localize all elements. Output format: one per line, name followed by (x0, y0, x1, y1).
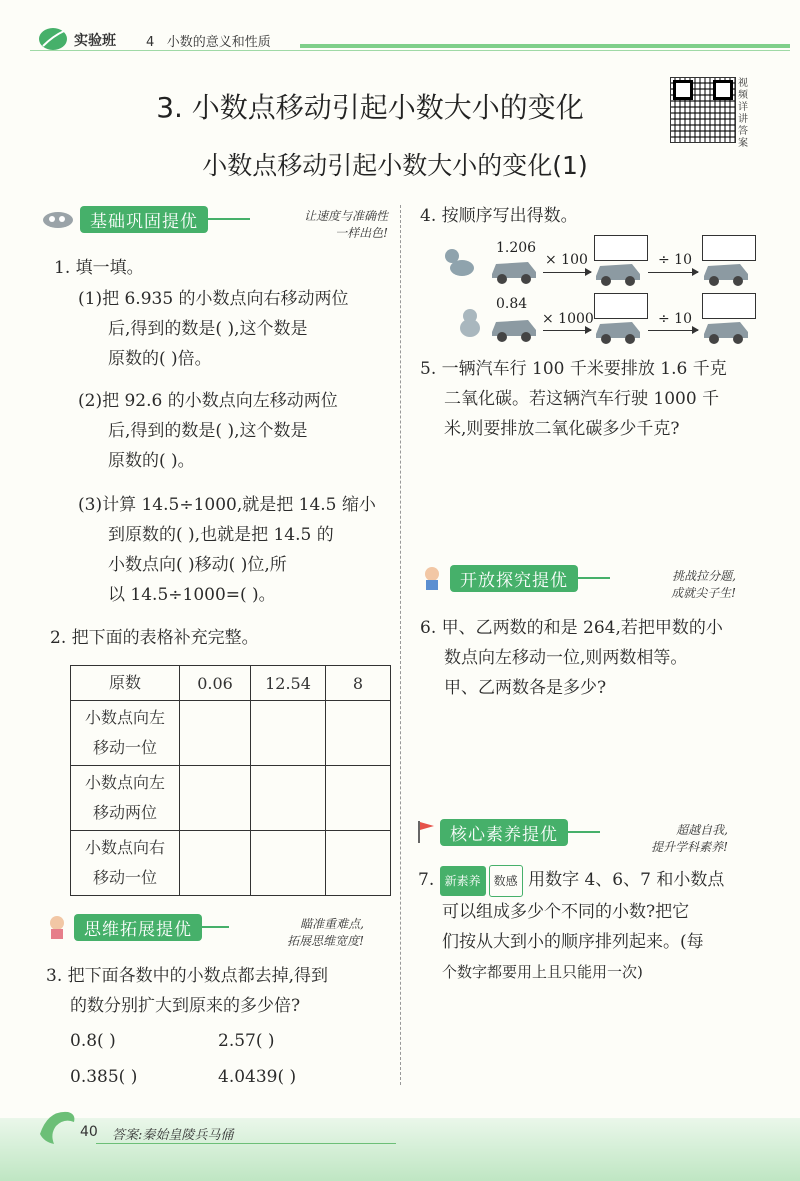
operation-label: ÷ 10 (658, 252, 692, 268)
q3-text: 3. 把下面各数中的小数点都去掉,得到 的数分别扩大到原来的多少倍? (46, 966, 329, 1016)
q3-item: 4.0439( ) (218, 1067, 297, 1087)
q3-item: 0.385( ) (70, 1067, 138, 1087)
boy-mascot-icon (418, 565, 446, 591)
answer-cell[interactable] (180, 831, 251, 896)
car-icon (700, 256, 752, 286)
q5-text: 5. 一辆汽车行 100 千米要排放 1.6 千克 二氧化碳。若这辆汽车行驶 1000 千 米,则要排放二氧化碳多少千克? (420, 359, 727, 439)
section-label: 开放探究提优 (450, 565, 578, 592)
car-icon (488, 254, 540, 284)
banner-tail (202, 926, 229, 928)
car-icon (592, 256, 644, 286)
car-icon (488, 312, 540, 342)
q1-title: 1. 填一填。 (54, 258, 144, 278)
operation-label: × 100 (545, 252, 588, 268)
banner-tail (208, 218, 250, 220)
table-header-cell: 原数 (71, 666, 180, 701)
banner-tail (578, 577, 610, 579)
section-banner-basic (40, 207, 250, 231)
q3-item: 2.57( ) (218, 1031, 275, 1051)
q4-title: 4. 按顺序写出得数。 (420, 206, 578, 226)
section-banner-open (418, 566, 610, 590)
q1-part1: (1)把 6.935 的小数点向右移动两位 后,得到的数是( ),这个数是 原数的( )倍。 (78, 289, 349, 369)
arrow-icon (543, 272, 591, 273)
column-divider (400, 205, 402, 1085)
qr-code-icon[interactable] (670, 77, 736, 143)
arrow-icon (648, 272, 698, 273)
operation-label: × 1000 (542, 311, 594, 327)
page-title: 3. 小数点移动引起小数大小的变化 (156, 91, 584, 124)
dolphin-icon (34, 1104, 80, 1148)
girl-mascot-icon (44, 914, 70, 940)
table-row (71, 766, 391, 831)
header-rule-thin (30, 50, 790, 51)
table-row (71, 701, 391, 766)
q6-text: 6. 甲、乙两数的和是 264,若把甲数的小 数点向左移动一位,则两数相等。 甲、乙两数各是多少? (420, 618, 723, 698)
answer-cell[interactable] (180, 701, 251, 766)
section-label: 思维拓展提优 (74, 914, 202, 941)
section-label: 基础巩固提优 (80, 206, 208, 233)
new-literacy-tag: 新素养 (440, 866, 486, 896)
leaf-logo-icon (38, 26, 68, 52)
table-header-cell: 12.54 (251, 666, 326, 701)
start-number: 1.206 (496, 240, 537, 256)
footer-answer: 答案:秦始皇陵兵马俑 (112, 1128, 234, 1143)
arrow-icon (543, 330, 591, 331)
answer-cell[interactable] (251, 701, 326, 766)
q1-part2: (2)把 92.6 的小数点向左移动两位 后,得到的数是( ),这个数是 原数的( )。 (78, 391, 338, 471)
q2-title: 2. 把下面的表格补充完整。 (50, 628, 259, 648)
table-header-cell: 8 (326, 666, 391, 701)
qr-label: 视频详讲答案 (738, 78, 748, 149)
header-brand: 实验班 (74, 33, 116, 49)
q3-item: 0.8( ) (70, 1031, 116, 1051)
header-rule (300, 44, 790, 48)
rocket-mascot-icon (40, 206, 76, 232)
dog-icon (440, 242, 480, 280)
answer-cell[interactable] (326, 701, 391, 766)
table-row-label: 小数点向左 移动一位 (71, 701, 180, 766)
section-label: 核心素养提优 (440, 819, 568, 846)
arrow-icon (648, 330, 698, 331)
table-row (71, 831, 391, 896)
answer-cell[interactable] (326, 766, 391, 831)
header-chapter: 4 小数的意义和性质 (146, 35, 271, 50)
car-icon (592, 314, 644, 344)
car-icon (700, 314, 752, 344)
section-banner-thinking (44, 915, 229, 939)
flag-mascot-icon (414, 819, 436, 845)
q2-table (70, 665, 391, 896)
table-row-label: 小数点向左 移动两位 (71, 766, 180, 831)
footer-rule (96, 1143, 396, 1144)
start-number: 0.84 (496, 296, 528, 312)
q1-part3: (3)计算 14.5÷1000,就是把 14.5 缩小 到原数的( ),也就是把 14.5 的 小数点向( )移动( )位,所 以 14.5÷1000=( )。 (78, 495, 376, 605)
operation-label: ÷ 10 (658, 311, 692, 327)
table-header-cell: 0.06 (180, 666, 251, 701)
section-motto: 超越自我, 提升学科素养! (651, 823, 728, 854)
page-number: 40 (80, 1124, 98, 1140)
section-motto: 瞄准重难点, 拓展思维宽度! (287, 917, 364, 948)
section-banner-core (414, 820, 600, 844)
q7-first-line: 7. 新素养 数感 用数字 4、6、7 和小数点 (418, 865, 724, 897)
banner-tail (568, 831, 600, 833)
answer-cell[interactable] (251, 766, 326, 831)
section-motto: 挑战拉分题, 成就尖子生! (671, 569, 736, 600)
page-subtitle: 小数点移动引起小数大小的变化(1) (202, 151, 588, 180)
answer-cell[interactable] (251, 831, 326, 896)
number-sense-tag: 数感 (489, 865, 523, 897)
answer-cell[interactable] (180, 766, 251, 831)
table-row-label: 小数点向右 移动一位 (71, 831, 180, 896)
answer-cell[interactable] (326, 831, 391, 896)
section-motto: 让速度与准确性 一样出色! (303, 209, 388, 240)
table-row (71, 666, 391, 701)
q7-text: 可以组成多少个不同的小数?把它 们按从大到小的顺序排列起来。(每 个数字都要用上且只能用一次) (442, 902, 704, 981)
cat-icon (452, 304, 488, 340)
